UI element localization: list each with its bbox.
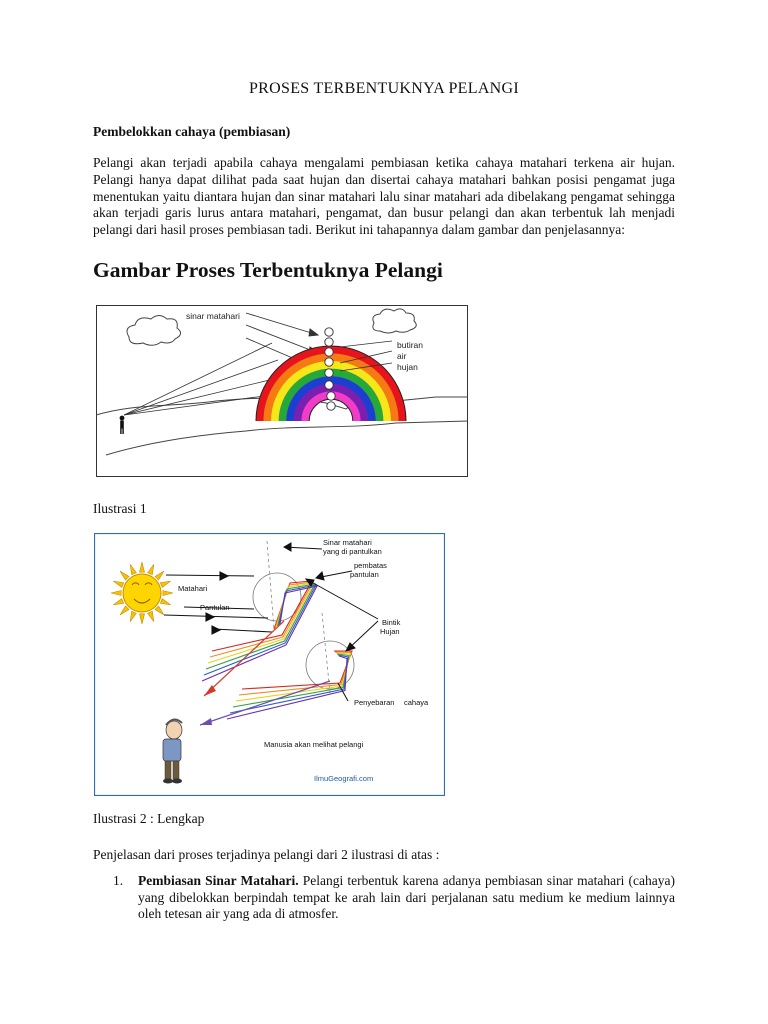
label-dispersion: Penyebaran [354,698,395,707]
section-heading: Gambar Proses Terbentuknya Pelangi [93,258,443,282]
raindrop [327,392,335,400]
caption-illustration-2: Ilustrasi 2 : Lengkap [93,811,205,826]
label-site: IlmuGeografi.com [314,774,374,783]
label-boundary-2: pantulan [350,570,379,579]
label-drops-1: butiran [397,340,423,350]
label-sun: Matahari [178,584,208,593]
list-item-body: Pelangi terbentuk karena adanya pembiasan sinar matahari (cahaya) yang dibelokkan berpindah tempat ke arah lain dari perjalanan satu medium ke medium lainnya oleh tetesan air yang ada di atmosfer. [138,873,675,921]
label-sun-rays: sinar matahari [186,311,240,321]
label-reflected-1: Sinar matahari [323,538,372,547]
refraction-figure [94,533,445,796]
page-title: PROSES TERBENTUKNYA PELANGI [248,80,520,97]
label-reflection: Pantulan [200,603,230,612]
raindrop [325,348,333,356]
caption-illustration-1: Ilustrasi 1 [93,501,147,516]
rainbow-figure [96,305,468,477]
raindrop [325,338,333,346]
label-boundary-1: pembatas [354,561,387,570]
intro-paragraph: Pelangi akan terjadi apabila cahaya mengalami pembiasan ketika cahaya matahari terkena air hujan. Pelangi hanya dapat dilihat pada saat hujan dan disertai cahaya matahari bahkan posisi pengamat juga menentukan yaitu diantara hujan dan sinar matahari lalu sinar matahari ada dibelakang pengamat sehingga akan terjadi garis lurus antara matahari, pengamat, dan busur pelangi dan akan terbentuk lah menjadi pelangi dari hasil proses pembiasan tadi. Berikut ini tahapannya dalam gambar dan penjelasannya: [93,155,675,238]
label-drop-2: Hujan [380,627,400,636]
raindrop [325,381,333,389]
label-drop-1: Bintik [382,618,401,627]
label-light: cahaya [404,698,429,707]
label-viewer: Manusia akan melihat pelangi [264,740,364,749]
label-reflected-2: yang di pantulkan [323,547,382,556]
subheading: Pembelokkan cahaya (pembiasan) [93,124,291,139]
list-item-number: 1. [113,873,124,888]
raindrop [325,328,333,336]
list-item-text [138,873,675,923]
sun-icon [111,562,173,624]
explanation-intro: Penjelasan dari proses terjadinya pelangi dari 2 ilustrasi di atas : [93,847,440,862]
raindrop [325,369,333,377]
raindrop [325,358,333,366]
list-item-bold: Pembiasan Sinar Matahari. [138,873,299,888]
label-drops-3: hujan [397,362,418,372]
raindrop [327,402,335,410]
label-drops-2: air [397,351,407,361]
